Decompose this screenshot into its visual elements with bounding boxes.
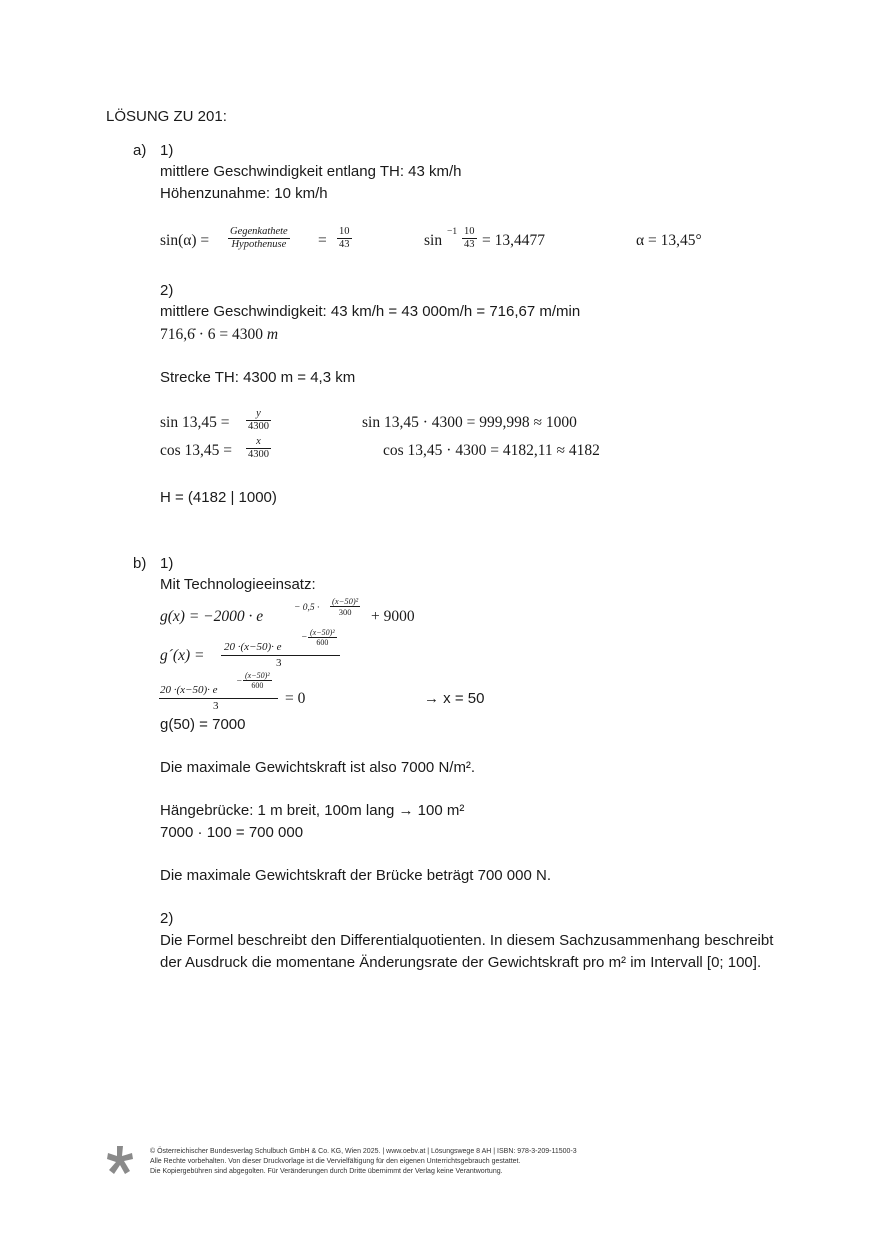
part-a-1-line1: mittlere Geschwindigkeit entlang TH: 43 km/h	[160, 163, 462, 180]
g-derivative-lhs: g´(x) =	[160, 647, 205, 664]
strecke-line: Strecke TH: 4300 m = 4,3 km	[160, 369, 356, 386]
g-exponent-fraction	[330, 596, 360, 617]
sin-alpha-lhs: sin(α) =	[160, 232, 210, 249]
product-line: 7000 · 100 = 700 000	[160, 824, 304, 841]
g-derivative-numerator: 20 ·(x−50)· e	[224, 641, 282, 653]
g-derivative-exp-minus: −	[301, 633, 308, 643]
arrow-result: → x = 50	[424, 690, 485, 707]
max-force-line: Die maximale Gewichtskraft ist also 7000 N/m².	[160, 759, 476, 776]
equals-sign: =	[318, 232, 327, 249]
fraction-denominator: 300	[330, 606, 360, 617]
calc-part: 716,	[160, 326, 188, 343]
part-a-1-line2: Höhenzunahme: 10 km/h	[160, 185, 328, 202]
footer-disclaimer: Die Kopiergebühren sind abgegolten. Für Veränderungen durch Dritte übernimmt der Verlag keine Verantwortung.	[150, 1168, 503, 1175]
publisher-logo-icon	[104, 1144, 136, 1176]
g-function-rhs: + 9000	[371, 608, 415, 625]
fraction-numerator: 10	[339, 226, 350, 237]
fraction-denominator: 43	[339, 239, 350, 250]
calc-part: · 6 = 4300	[194, 326, 267, 343]
part-b-2-number: 2)	[160, 910, 174, 927]
fraction-denominator: 43	[464, 239, 475, 250]
fraction-numerator: x	[256, 436, 261, 447]
alpha-result: α = 13,45°	[636, 232, 702, 249]
part-a-2-line1: mittlere Geschwindigkeit: 43 km/h = 43 000m/h = 716,67 m/min	[160, 303, 581, 320]
g-derivative-denominator: 3	[276, 657, 282, 669]
bridge-line: Hängebrücke: 1 m breit, 100m lang → 100 m²	[160, 802, 465, 819]
part-b-1-number: 1)	[160, 555, 174, 572]
part-b-2-line2: der Ausdruck die momentane Änderungsrate der Gewichtskraft pro m² im Intervall [0; 100].	[160, 954, 762, 971]
fraction-numerator: (x−50)²	[245, 671, 270, 680]
part-a-label: a)	[133, 142, 147, 159]
sin-calc: sin 13,45 · 4300 = 999,998 ≈ 1000	[362, 414, 577, 431]
part-a-2-number: 2)	[160, 282, 174, 299]
fraction-denominator: 4300	[248, 421, 269, 432]
fraction-numerator: (x−50)²	[332, 596, 359, 606]
fraction-10-43-arcsin	[462, 226, 477, 251]
fraction-y-4300	[246, 408, 271, 433]
page-title: LÖSUNG ZU 201:	[106, 108, 227, 125]
sin-1345-lhs: sin 13,45 =	[160, 414, 230, 431]
equation-exp-fraction	[243, 671, 272, 690]
equation-numerator: 20 ·(x−50)· e	[160, 684, 218, 696]
equation-denominator: 3	[213, 700, 219, 712]
fraction-10-43	[337, 226, 352, 251]
cos-calc: cos 13,45 · 4300 = 4182,11 ≈ 4182	[383, 442, 600, 459]
part-b-2-line1: Die Formel beschreibt den Differentialquotienten. In diesem Sachzusammenhang beschreibt	[160, 932, 774, 949]
arcsin-exponent: −1	[447, 227, 458, 237]
equation-fraction-bar	[159, 698, 278, 699]
point-h: H = (4182 | 1000)	[160, 489, 277, 506]
arcsin-lhs: sin	[424, 232, 443, 249]
cos-1345-lhs: cos 13,45 =	[160, 442, 233, 459]
equation-rhs: = 0	[285, 690, 306, 707]
g-exponent-coef: − 0,5 ·	[294, 603, 320, 613]
fraction-x-4300	[246, 436, 271, 461]
fraction-denominator: Hypothenuse	[228, 238, 290, 251]
part-a-2-calc	[160, 326, 278, 344]
footer-rights: Alle Rechte vorbehalten. Von dieser Druckvorlage ist die Vervielfältigung für den eigenen Unterrichtsgebrauch gestattet.	[150, 1158, 521, 1165]
g-derivative-exp-fraction	[308, 628, 337, 647]
g-function-lhs: g(x) = −2000 · e	[160, 608, 264, 625]
fraction-denominator: 600	[243, 680, 272, 690]
fraction-numerator: (x−50)²	[310, 628, 335, 637]
unit-m: m	[266, 326, 279, 343]
arcsin-result: = 13,4477	[482, 232, 545, 249]
fraction-gegenkathete-hypothenuse	[228, 226, 290, 251]
fraction-numerator: 10	[464, 226, 475, 237]
footer-copyright: © Österreichischer Bundesverlag Schulbuch GmbH & Co. KG, Wien 2025. | www.oebv.at | Lösungswege 8 AH | ISBN: 978-3-209-11500-3	[150, 1148, 577, 1155]
part-a-1-number: 1)	[160, 142, 174, 159]
part-b-1-intro: Mit Technologieeinsatz:	[160, 576, 316, 593]
fraction-denominator: 600	[308, 637, 337, 647]
repeating-digit: 6̇	[187, 326, 195, 343]
part-b-label: b)	[133, 555, 147, 572]
fraction-numerator: Gegenkathete	[230, 226, 288, 237]
equation-exp-minus: −	[236, 677, 243, 687]
g50-result: g(50) = 7000	[160, 716, 246, 733]
fraction-numerator: y	[256, 408, 261, 419]
fraction-denominator: 4300	[248, 449, 269, 460]
conclusion-line: Die maximale Gewichtskraft der Brücke beträgt 700 000 N.	[160, 867, 552, 884]
